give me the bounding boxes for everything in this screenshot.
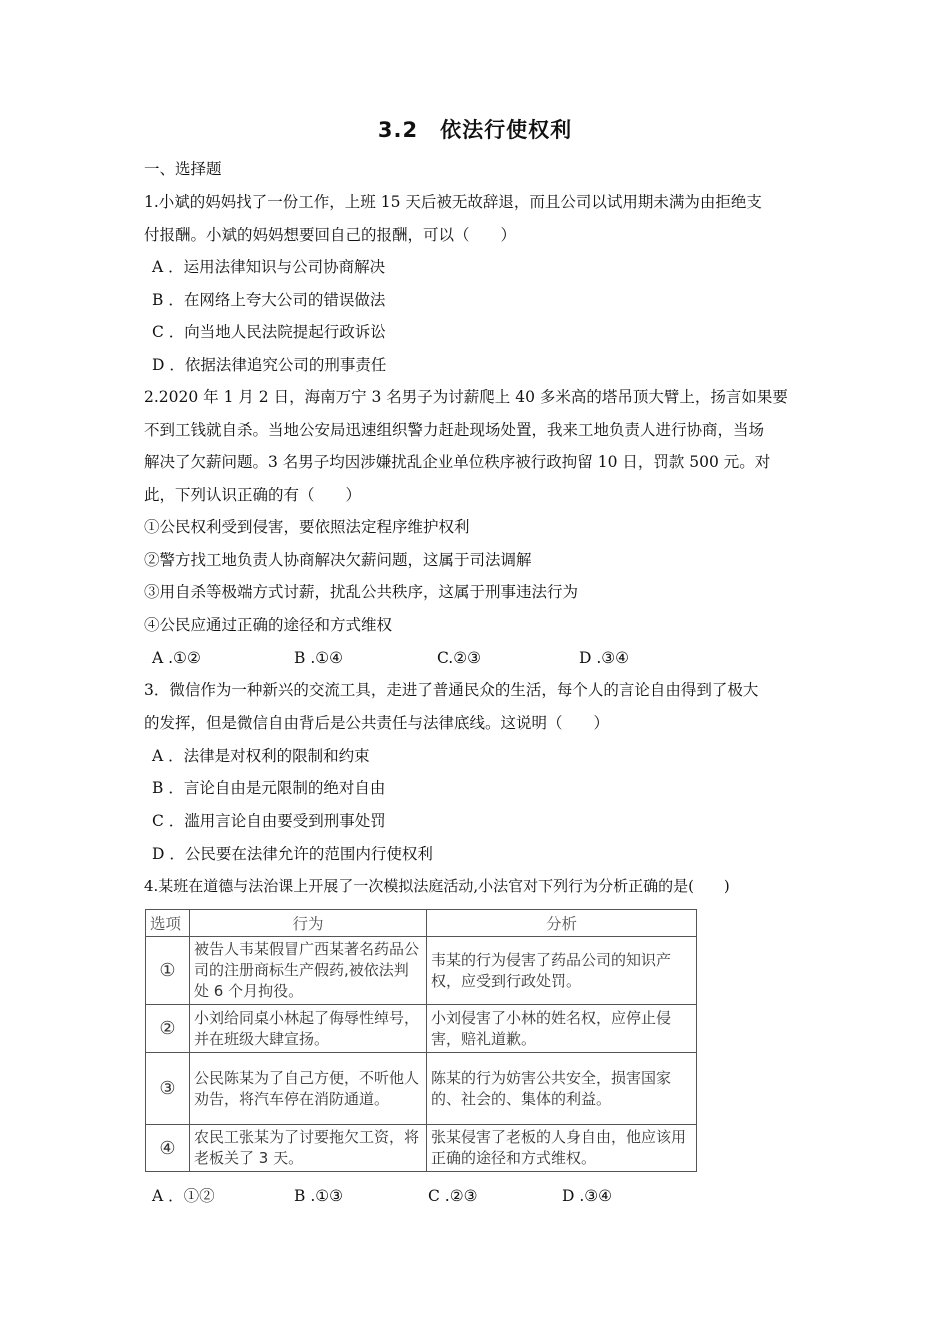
q1-stem-line1: 1.小斌的妈妈找了一份工作，上班 15 天后被无故辞退，而且公司以试用期未满为由拒绝支 — [144, 193, 762, 211]
table-row — [146, 937, 697, 1005]
row-behavior: 被告人韦某假冒广西某著名药品公司的注册商标生产假药,被依法判处 6 个月拘役。 — [190, 937, 427, 1005]
header-option: 选项 — [146, 910, 190, 937]
q4-choice-c: C .②③ — [428, 1187, 478, 1205]
row-analysis: 陈某的行为妨害公共安全，损害国家的、社会的、集体的利益。 — [427, 1053, 697, 1125]
q1-option-d: D ．依据法律追究公司的刑事责任 — [152, 356, 387, 374]
q4-choice-d: D .③④ — [562, 1187, 613, 1205]
q2-stem-line1: 2.2020 年 1 月 2 日，海南万宁 3 名男子为讨薪爬上 40 多米高的塔吊顶大臂上，扬言如果要 — [144, 388, 788, 406]
row-analysis: 小刘侵害了小林的姓名权，应停止侵害，赔礼道歉。 — [427, 1005, 697, 1053]
q2-statement-4: ④公民应通过正确的途径和方式维权 — [144, 616, 393, 634]
table-row — [146, 1005, 697, 1053]
q3-option-d: D ．公民要在法律允许的范围内行使权利 — [152, 845, 433, 863]
q2-choice-d: D .③④ — [579, 649, 630, 667]
q3-stem-line1: 3．微信作为一种新兴的交流工具，走进了普通民众的生活，每个人的言论自由得到了极大 — [144, 681, 759, 699]
q4-stem: 4.某班在道德与法治课上开展了一次模拟法庭活动,小法官对下列行为分析正确的是( ) — [144, 877, 730, 895]
q2-stem-line2: 不到工钱就自杀。当地公安局迅速组织警力赶赴现场处置，我来工地负责人进行协商，当场 — [144, 421, 765, 439]
q1-stem-line2: 付报酬。小斌的妈妈想要回自己的报酬，可以（ ） — [144, 226, 517, 244]
page-title: 3.2 依法行使权利 — [377, 118, 573, 142]
q4-table — [145, 909, 697, 1172]
row-analysis: 张某侵害了老板的人身自由，他应该用正确的途径和方式维权。 — [427, 1125, 697, 1172]
q1-option-a: A ．运用法律知识与公司协商解决 — [152, 258, 386, 276]
row-number: ③ — [146, 1053, 190, 1125]
q2-stem-line4: 此，下列认识正确的有（ ） — [144, 486, 362, 504]
q1-option-c: C ．向当地人民法院提起行政诉讼 — [152, 323, 386, 341]
q3-option-a: A ．法律是对权利的限制和约束 — [152, 747, 370, 765]
q3-option-b: B ．言论自由是元限制的绝对自由 — [152, 779, 386, 797]
table-row — [146, 1125, 697, 1172]
row-analysis: 韦某的行为侵害了药品公司的知识产权，应受到行政处罚。 — [427, 937, 697, 1005]
q2-statement-3: ③用自杀等极端方式讨薪，扰乱公共秩序，这属于刑事违法行为 — [144, 583, 579, 601]
q4-choice-a: A ．①② — [152, 1187, 215, 1205]
row-behavior: 农民工张某为了讨要拖欠工资，将老板关了 3 天。 — [190, 1125, 427, 1172]
row-number: ② — [146, 1005, 190, 1053]
q2-choice-b: B .①④ — [294, 649, 344, 667]
row-behavior: 公民陈某为了自己方便，不听他人劝告，将汽车停在消防通道。 — [190, 1053, 427, 1125]
q2-statement-2: ②警方找工地负责人协商解决欠薪问题，这属于司法调解 — [144, 551, 532, 569]
q4-choice-b: B .①③ — [294, 1187, 344, 1205]
q2-statement-1: ①公民权利受到侵害，要依照法定程序维护权利 — [144, 518, 470, 536]
table-row — [146, 1053, 697, 1125]
q1-option-b: B ．在网络上夸大公司的错误做法 — [152, 291, 386, 309]
row-number: ① — [146, 937, 190, 1005]
q2-stem-line3: 解决了欠薪问题。3 名男子均因涉嫌扰乱企业单位秩序被行政拘留 10 日，罚款 500 元。对 — [144, 453, 771, 471]
q3-option-c: C ．滥用言论自由要受到刑事处罚 — [152, 812, 386, 830]
header-analysis: 分析 — [427, 910, 697, 937]
row-behavior: 小刘给同桌小林起了侮辱性绰号，并在班级大肆宣扬。 — [190, 1005, 427, 1053]
q2-choice-c: C.②③ — [437, 649, 482, 667]
row-number: ④ — [146, 1125, 190, 1172]
section-heading: 一、选择题 — [144, 160, 222, 178]
q3-stem-line2: 的发挥，但是微信自由背后是公共责任与法律底线。这说明（ ） — [144, 714, 610, 732]
q2-choice-a: A .①② — [152, 649, 201, 667]
header-behavior: 行为 — [190, 910, 427, 937]
table-header-row — [146, 910, 697, 937]
